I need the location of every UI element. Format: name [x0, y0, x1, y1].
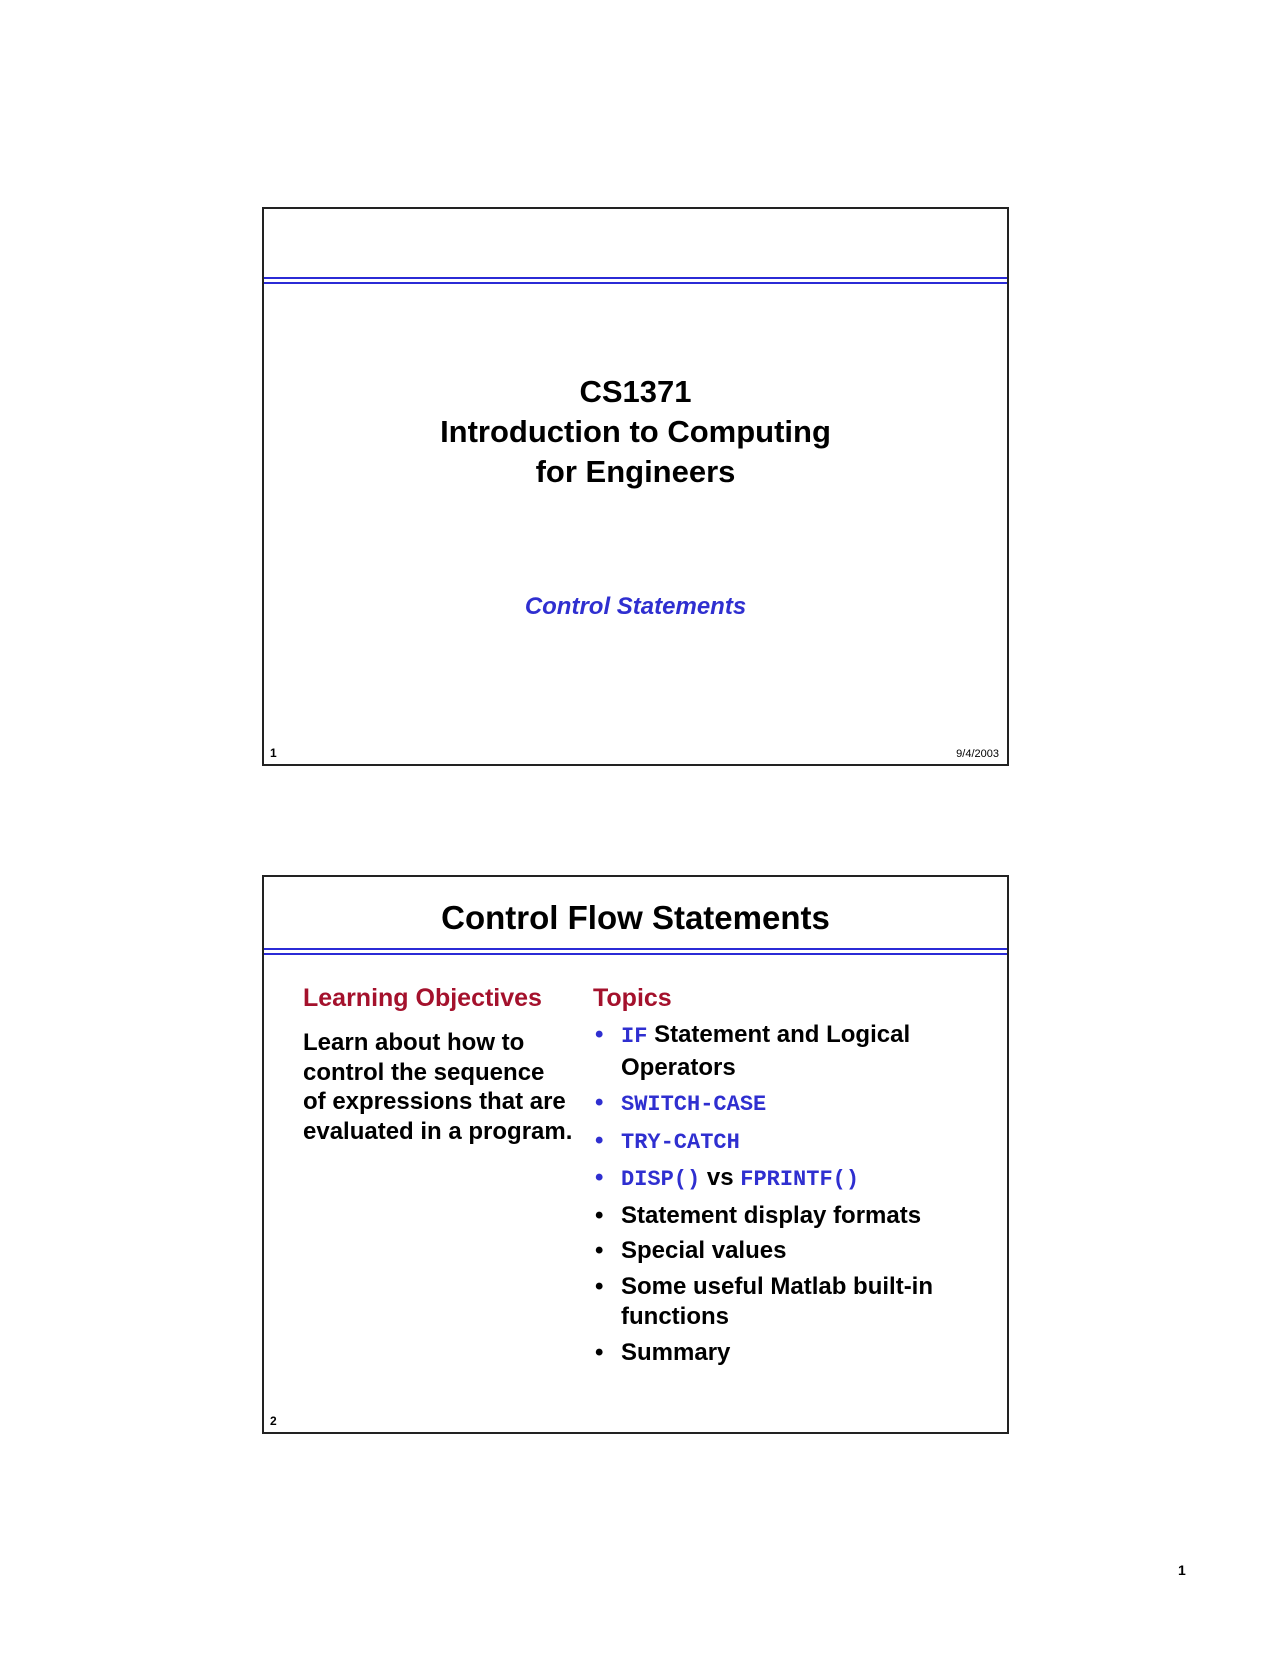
topic-text: Statement display formats [621, 1201, 922, 1229]
topic-text: Special values [621, 1237, 787, 1264]
course-title [264, 372, 1007, 492]
bullet-icon: • [595, 1272, 604, 1300]
slide-title: Control Flow Statements [441, 899, 830, 936]
list-item [593, 1126, 993, 1159]
topic-code-2: FPRINTF() [740, 1167, 860, 1192]
list-item [593, 1088, 993, 1121]
topic-text: Summary [621, 1338, 731, 1366]
topics-list [593, 1020, 993, 1373]
list-item [593, 1236, 993, 1267]
list-item [593, 1272, 993, 1333]
header-rule-top [264, 277, 1007, 279]
course-title-line-2: Introduction to Computing [440, 414, 831, 449]
topic-code: TRY-CATCH [621, 1129, 740, 1155]
header-rule-bottom [264, 282, 1007, 284]
learning-objectives-text: Learn about how to control the sequence of expressions that are evaluated in a program. [303, 1029, 573, 1145]
page-number: 1 [1178, 1562, 1186, 1578]
course-title-line-1: CS1371 [579, 374, 692, 409]
lecture-subtitle: Control Statements [524, 593, 747, 620]
bullet-icon: • [595, 1164, 604, 1191]
bullet-icon: • [595, 1338, 604, 1366]
topic-text: Some useful Matlab built-in functions [621, 1272, 934, 1330]
bullet-icon: • [595, 1021, 604, 1048]
topic-code: DISP() [621, 1167, 701, 1192]
topic-text: vs [700, 1164, 741, 1191]
slide-number: 1 [270, 746, 277, 760]
course-title-line-3: for Engineers [535, 454, 736, 489]
list-item [593, 1201, 993, 1232]
topic-text: Statement and Logical Operators [621, 1021, 911, 1081]
bullet-icon: • [595, 1201, 604, 1229]
learning-objectives-heading: Learning Objectives [303, 984, 542, 1012]
topic-code: IF [621, 1024, 648, 1049]
bullet-icon: • [595, 1237, 604, 1264]
slide-number: 2 [270, 1414, 277, 1428]
bullet-icon: • [595, 1089, 604, 1116]
list-item [593, 1020, 993, 1083]
slide-1 [262, 207, 1009, 766]
bullet-icon: • [595, 1126, 604, 1154]
topic-code: SWITCH-CASE [621, 1092, 767, 1117]
header-rule-top [264, 948, 1007, 950]
slide-date: 9/4/2003 [956, 748, 999, 760]
header-rule-bottom [264, 953, 1007, 955]
list-item [593, 1163, 993, 1196]
topics-heading: Topics [593, 984, 672, 1012]
slide-2 [262, 875, 1009, 1434]
list-item [593, 1338, 993, 1369]
